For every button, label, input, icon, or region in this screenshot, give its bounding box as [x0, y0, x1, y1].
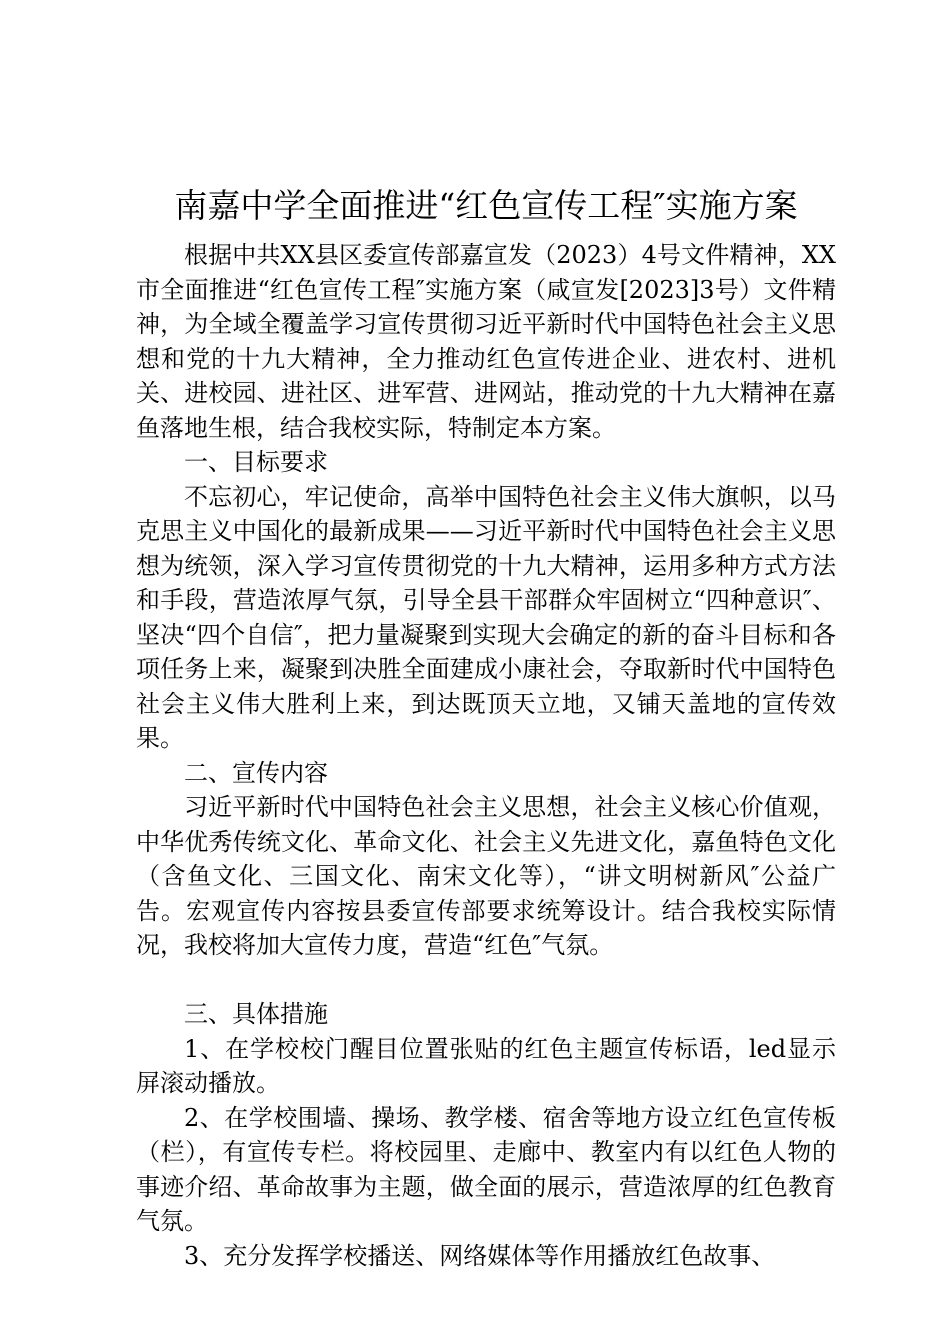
- content-paragraph: 习近平新时代中国特色社会主义思想，社会主义核心价值观，中华优秀传统文化、革命文化、社会主义先进文化，嘉鱼特色文化（含鱼文化、三国文化、南宋文化等），“讲文明树新风″公益广告。宏观宣传内容按县委宣传部要求统筹设计。结合我校实际情况，我校将加大宣传力度，营造“红色″气氛。: [136, 793, 836, 959]
- section-heading-measures: 三、具体措施: [184, 1000, 328, 1028]
- measure-item-2: 2、在学校围墙、操场、教学楼、宿舍等地方设立红色宣传板（栏），有宣传专栏。将校园里、走廊中、教室内有以红色人物的事迹介绍、革命故事为主题，做全面的展示，营造浓厚的红色教育气氛。: [136, 1103, 836, 1235]
- document-page: [136, 180, 836, 1273]
- measure-item-3: 3、充分发挥学校播送、网络媒体等作用播放红色故事、: [184, 1241, 776, 1270]
- goals-paragraph: 不忘初心，牢记使命，高举中国特色社会主义伟大旗帜，以马克思主义中国化的最新成果——习近平新时代中国特色社会主义思想为统领，深入学习宣传贯彻党的十九大精神，运用多种方式方法和手段，营造浓厚气氛，引导全县干部群众牢固树立“四种意识″、坚决“四个自信″，把力量凝聚到实现大会确定的新的奋斗目标和各项任务上来，凝聚到决胜全面建成小康社会，夺取新时代中国特色社会主义伟大胜利上来，到达既顶天立地，又铺天盖地的宣传效果。: [136, 482, 836, 752]
- section-heading-content: 二、宣传内容: [184, 758, 328, 787]
- measure-item-1: 1、在学校校门醒目位置张贴的红色主题宣传标语，led显示屏滚动播放。: [136, 1034, 836, 1097]
- section-heading-goals: 一、目标要求: [184, 448, 328, 476]
- document-title: 南嘉中学全面推进“红色宣传工程″实施方案: [174, 186, 798, 225]
- intro-paragraph: 根据中共XX县区委宣传部嘉宣发（2023）4号文件精神，XX市全面推进“红色宣传工程″实施方案（咸宣发[2023]3号）文件精神，为全域全覆盖学习宣传贯彻习近平新时代中国特色社会主义思想和党的十九大精神，全力推动红色宣传进企业、进农村、进机关、进校园、进社区、进军营、进网站，推动党的十九大精神在嘉鱼落地生根，结合我校实际，特制定本方案。: [136, 241, 836, 442]
- blank-line: [136, 963, 836, 998]
